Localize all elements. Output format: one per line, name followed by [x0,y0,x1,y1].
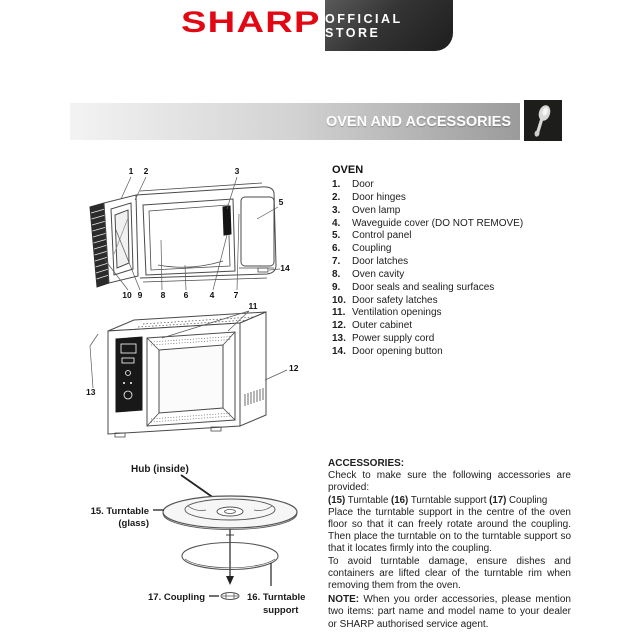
callout-oven-cavity: 8 [160,290,166,300]
oven-parts-list [332,179,570,359]
oven-list-item: 8. Oven cavity [332,268,405,280]
accessories-intro: Check to make sure the following accessories are provided: [328,470,571,494]
accessories-note: NOTE: When you order accessories, please mention two items: part name and model name to your dealer or SHARP authorised service agent. [328,594,571,630]
accessories-para2: To avoid turntable damage, ensure dishes and containers are lifted clear of the turntable rim when removing them from the oven. [328,555,571,592]
support-label: 16. Turntable [247,592,306,603]
chapter-icon-box [524,100,562,141]
callout-power-supply-cord: 13 [86,387,96,397]
oven-list-item: 13. Power supply cord [332,333,435,345]
oven-list-item: 6. Coupling [332,243,392,255]
oven-list-item: 1. Door [332,179,374,190]
callout-door-seals: 9 [137,290,143,300]
callout-waveguide-cover: 4 [209,290,215,300]
official-store-badge [325,0,453,51]
turntable-label: 15. Turntable [90,506,149,517]
sharp-logo: SHARP [181,6,321,39]
chapter-title-bar [70,103,520,140]
accessories-heading: ACCESSORIES: [328,458,405,469]
coupling-label: 17. Coupling [148,592,205,603]
support-sublabel: support [263,605,299,616]
oven-list-item: 3. Oven lamp [332,204,401,216]
oven-list-item: 10. Door safety latches [332,294,438,306]
spoon-icon [524,100,562,141]
closed-microwave-diagram [83,298,308,440]
oven-list-item: 5. Control panel [332,230,412,242]
callout-control-panel: 5 [278,197,284,207]
oven-list-item: 14. Door opening button [332,345,443,357]
oven-section-heading: OVEN [332,164,364,176]
official-store-label: OFFICIAL STORE [325,11,403,40]
oven-list-item: 4. Waveguide cover (DO NOT REMOVE) [332,217,524,229]
turntable-diagram [75,455,315,640]
oven-list-item: 9. Door seals and sealing surfaces [332,281,495,293]
accessories-items-line: (15) Turntable (16) Turntable support (17) Coupling [328,494,548,506]
callout-door: 1 [128,166,134,176]
callout-door-opening-button: 14 [280,263,290,273]
chapter-title: OVEN AND ACCESSORIES [325,113,511,130]
callout-coupling: 6 [183,290,189,300]
oven-list-item: 11. Ventilation openings [332,307,442,319]
hub-label: Hub (inside) [131,464,189,475]
oven-list-item: 7. Door latches [332,256,409,268]
callout-oven-lamp: 3 [234,166,240,176]
open-door-microwave-diagram [83,162,303,307]
callout-door-hinges: 2 [143,166,149,176]
callout-door-safety-latches: 10 [122,290,132,300]
oven-list-item: 12. Outer cabinet [332,320,413,332]
turntable-sublabel: (glass) [118,518,149,529]
callout-door-latches: 7 [233,290,239,300]
callout-ventilation-openings: 11 [248,301,258,311]
callout-outer-cabinet: 12 [289,363,299,373]
accessories-section [328,458,571,631]
accessories-para1: Place the turntable support in the centre of the oven floor so that it can freely rotate around the coupling. Then place the turntable on to the turntable support so that it locates firmly into the coupling. [328,506,571,555]
oven-list-item: 2. Door hinges [332,191,406,203]
